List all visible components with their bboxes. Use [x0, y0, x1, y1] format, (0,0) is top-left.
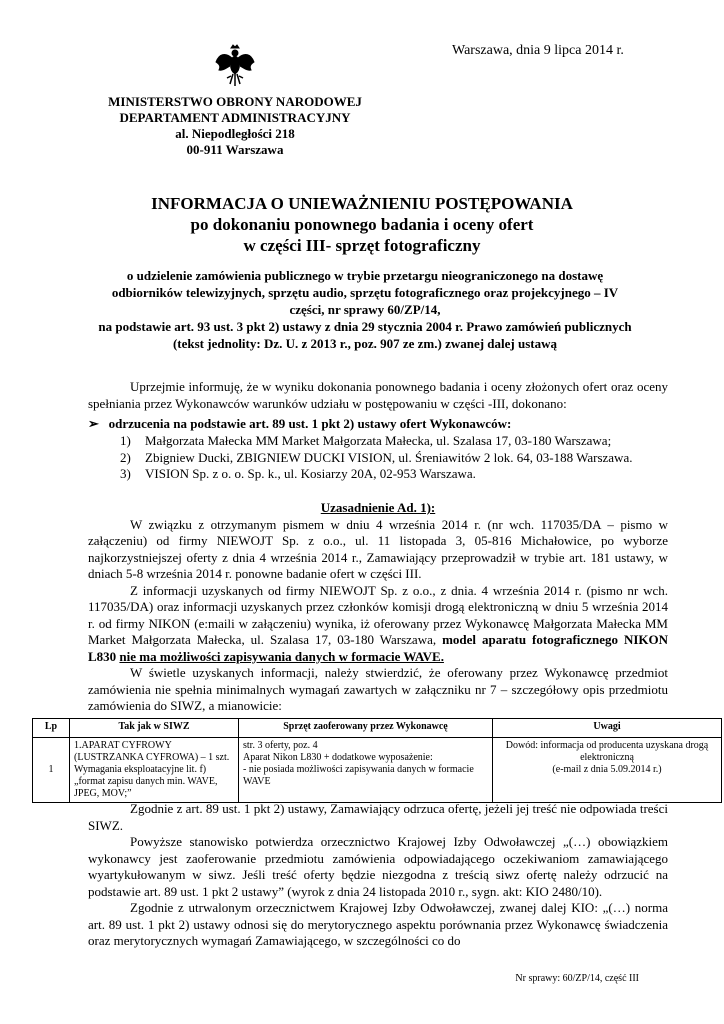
paragraph-2 [88, 583, 668, 666]
cell-line: Aparat Nikon L830 + dodatkowe wyposażenie: [243, 752, 433, 763]
ministry-block [0, 94, 470, 158]
subject-line-2: odbiorników telewizyjnych, sprzętu audio, sprzętu fotograficznego oraz projekcyjnego – IV [111, 285, 619, 300]
table-row [33, 738, 722, 803]
cell-line: str. 3 oferty, poz. 4 [243, 740, 318, 751]
intro-paragraph [88, 379, 668, 412]
title-line-1: INFORMACJA O UNIEWAŻNIENIU POSTĘPOWANIA [151, 194, 573, 213]
subject-line-5: (tekst jednolity: Dz. U. z 2013 r., poz. 907 ze zm.) zwanej dalej ustawą [172, 336, 558, 351]
cell-line: Wymagania eksploatacyjne lit. f) [74, 764, 207, 775]
document-date: Warszawa, dnia 9 lipca 2014 r. [452, 43, 624, 58]
paragraph-5: Powyższe stanowisko potwierdza orzecznictwo Krajowej Izby Odwoławczej „(…) obowiązkiem wykonawcy jest zaoferowanie przedmiotu zamówienia odpowiadającego oczekiwaniom zamawiającego wyartykułowanym w siwz. Jeśli treść oferty będzie niezgodna z treścią siwz ofertę należy odrzucić na podstawie art. 89 ust. 1 pkt 2 ustawy” (wyrok z dnia 24 listopada 2010 r., sygn. akt: KIO 2480/10). [88, 834, 668, 899]
arrow-bullet-icon: ➢ [88, 416, 99, 431]
list-item-text: Małgorzata Małecka MM Market Małgorzata Małecka, ul. Szalasa 17, 03-180 Warszawa; [145, 433, 612, 448]
subject-block [80, 267, 650, 352]
paragraph-2-text: Z informacji uzyskanych od firmy NIEWOJT Sp. z o.o., z dnia. 4 września 2014 r. (pismo nr wch. 117035/DA) oraz informacji uzyskanych przez członków komisji drogą elektroniczną w dniu 5 września 2014 r. od firmy NIKON (e:maili w załączeniu) wynika, iż oferowany przez Wykonawcę Małgorzata Małecka MM Market Małgorzata Małecka, ul. Szalasa 17, 03-180 Warszawa, [88, 582, 668, 647]
paragraph-6: Zgodnie z utrwalonym orzecznictwem Krajowej Izby Odwoławczej, zwanej dalej KIO: „(…) norma art. 89 ust. 1 pkt 2) ustawy odnosi się do merytorycznego aspektu porównania przez Wykonawcę świadczenia oraz merytorycznych wymagań Zamawiającego, w szczególności co do [88, 900, 668, 948]
table-cell-lp: 1 [33, 738, 70, 803]
rejection-bullet-text: odrzucenia na podstawie art. 89 ust. 1 pkt 2) ustawy ofert Wykonawców: [108, 416, 512, 431]
table-header: Sprzęt zaoferowany przez Wykonawcę [239, 719, 493, 738]
polish-eagle-emblem-icon [215, 44, 255, 88]
table-header: Uwagi [493, 719, 722, 738]
table-header-row [33, 719, 722, 738]
table-cell-notes [493, 738, 722, 803]
list-item [120, 433, 668, 450]
intro-text: Uprzejmie informuję, że w wyniku dokonania ponownego badania i oceny złożonych ofert oraz oceny spełniania przez Wykonawców warunków udziału w postępowaniu w części -III, dokonano: [88, 379, 668, 411]
list-item-text: Zbigniew Ducki, ZBIGNIEW DUCKI VISION, ul. Śreniawitów 2 lok. 64, 03-188 Warszawa. [145, 449, 633, 465]
list-item-text: VISION Sp. z o. o. Sp. k., ul. Kosiarzy 20A, 02-953 Warszawa. [145, 466, 476, 481]
paragraph-1: W związku z otrzymanym pismem w dniu 4 września 2014 r. (nr wch. 117035/DA – pismo w załączeniu) od firmy NIEWOJT Sp. z o.o., ul. 11 listopada 3, 05-816 Michałowice, po wyborze najkorzystniejszej oferty z dnia 4 września 2014 r., Zamawiający przeprowadził w trybie art. 181 ustawy, w dniach 5-8 września 2014 r. ponowne badanie ofert w części III. [88, 516, 668, 581]
department-name: DEPARTAMENT ADMINISTRACYJNY [119, 110, 351, 125]
table-cell-siwz [70, 738, 239, 803]
list-number: 2) [120, 449, 131, 465]
list-number: 3) [120, 466, 131, 481]
paragraph-4: Zgodnie z art. 89 ust. 1 pkt 2) ustawy, Zamawiający odrzuca ofertę, jeżeli jej treść nie odpowiada treści SIWZ. [88, 801, 668, 833]
list-item [120, 450, 668, 467]
list-number: 1) [120, 433, 131, 448]
case-number-footer: Nr sprawy: 60/ZP/14, część III [515, 973, 639, 984]
closing-section [88, 801, 668, 950]
comparison-table [32, 718, 722, 803]
table-header: Lp [33, 719, 70, 738]
subject-line-1: o udzielenie zamówienia publicznego w trybie przetargu nieograniczonego na dostawę [126, 268, 604, 283]
ministry-name: MINISTERSTWO OBRONY NARODOWEJ [108, 94, 362, 109]
title-line-2: po dokonaniu ponownego badania i oceny ofert [190, 215, 534, 234]
paragraph-3: W świetle uzyskanych informacji, należy stwierdzić, że oferowany przez Wykonawcę przedmiot zamówienia nie spełnia minimalnych wymagań zawartych w załączniku nr 7 – szczegółowy opis przedmiotu zamówienia do SIWZ, a mianowicie: [88, 665, 668, 713]
paragraph-2-underline: nie ma możliwości zapisywania danych w formacie WAVE. [119, 648, 444, 664]
address-street: al. Niepodległości 218 [175, 126, 295, 141]
cell-line: 1.APARAT CYFROWY (LUSTRZANKA CYFROWA) – 1 szt. [74, 740, 230, 763]
document-title [0, 193, 724, 256]
justification-heading: Uzasadnienie Ad. 1): [320, 500, 436, 515]
cell-line: - nie posiada możliwości zapisywania danych w formacie WAVE [243, 764, 474, 787]
cell-line: Dowód: informacja od producenta uzyskana drogą elektroniczną [505, 740, 709, 763]
table-cell-offered [239, 738, 493, 803]
rejection-bullet [88, 416, 511, 432]
subject-line-4: na podstawie art. 93 ust. 3 pkt 2) ustawy z dnia 29 stycznia 2004 r. Prawo zamówień publicznych [98, 319, 632, 334]
table-header: Tak jak w SIWZ [70, 719, 239, 738]
cell-line: (e-mail z dnia 5.09.2014 r.) [552, 764, 662, 775]
paragraph-2-bold: model aparatu fotograficznego NIKON L830 [88, 632, 668, 664]
title-line-3: w części III- sprzęt fotograficzny [243, 236, 481, 255]
address-city: 00-911 Warszawa [186, 142, 284, 157]
cell-line: „format zapisu danych min. WAVE, JPEG, MOV;” [74, 776, 218, 799]
justification-section [88, 500, 668, 715]
list-item [120, 466, 668, 483]
rejected-list [120, 433, 668, 483]
subject-line-3: części, nr sprawy 60/ZP/14, [289, 302, 441, 317]
